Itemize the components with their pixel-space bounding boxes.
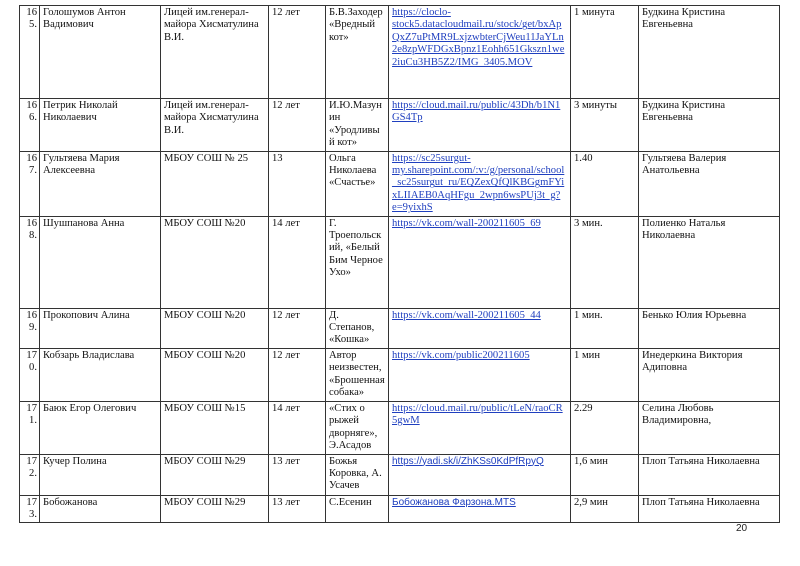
age: 12 лет xyxy=(269,99,326,152)
duration: 3 минуты xyxy=(571,99,639,152)
table-row xyxy=(20,495,780,523)
participant-name: Прокопович Алина xyxy=(40,308,161,348)
table-row xyxy=(20,99,780,152)
video-link[interactable]: Бобожанова Фарзона.MTS xyxy=(392,496,516,508)
duration: 1,6 мин xyxy=(571,454,639,495)
age: 14 лет xyxy=(269,216,326,308)
duration: 1 минута xyxy=(571,6,639,99)
school: Лицей им.генерал-майора Хисматулина В.И. xyxy=(161,99,269,152)
table-row xyxy=(20,454,780,495)
document-page xyxy=(19,5,780,523)
table-row xyxy=(20,216,780,308)
row-number: 165. xyxy=(20,6,40,99)
row-number: 173. xyxy=(20,495,40,523)
row-number: 167. xyxy=(20,151,40,216)
teacher: Бенько Юлия Юрьевна xyxy=(639,308,780,348)
participant-name: Баюк Егор Олегович xyxy=(40,401,161,454)
duration: 1 мин xyxy=(571,348,639,401)
participant-name: Шушпанова Анна xyxy=(40,216,161,308)
video-link-cell xyxy=(389,151,571,216)
work-title: Божья Коровка, А. Усачев xyxy=(326,454,389,495)
video-link[interactable]: https://cloclo-stock5.datacloudmail.ru/stock/get/bxApQxZ7uPtMR9LxjzwbterCjWeu11JaYLn2e8zpWFDGxBpnz1Eohh651Gkszn1we2iuCu3HB5Z2/IMG_3405.MOV xyxy=(392,7,565,68)
video-link-cell xyxy=(389,454,571,495)
age: 12 лет xyxy=(269,348,326,401)
participant-name: Голошумов Антон Вадимович xyxy=(40,6,161,99)
school: МБОУ СОШ №20 xyxy=(161,308,269,348)
row-number: 166. xyxy=(20,99,40,152)
participant-name: Кобзарь Владислава xyxy=(40,348,161,401)
table-row xyxy=(20,401,780,454)
school: МБОУ СОШ №20 xyxy=(161,216,269,308)
school: МБОУ СОШ №29 xyxy=(161,495,269,523)
teacher: Плоп Татьяна Николаевна xyxy=(639,454,780,495)
age: 13 xyxy=(269,151,326,216)
age: 14 лет xyxy=(269,401,326,454)
row-number: 171. xyxy=(20,401,40,454)
participants-table xyxy=(19,5,780,523)
video-link[interactable]: https://yadi.sk/i/ZhKSs0KdPfRpyQ xyxy=(392,455,544,467)
school: МБОУ СОШ №20 xyxy=(161,348,269,401)
participant-name: Бобожанова xyxy=(40,495,161,523)
work-title: Ольга Николаева «Счастье» xyxy=(326,151,389,216)
teacher: Гультяева Валерия Анатольевна xyxy=(639,151,780,216)
duration: 2,9 мин xyxy=(571,495,639,523)
age: 12 лет xyxy=(269,6,326,99)
school: МБОУ СОШ №29 xyxy=(161,454,269,495)
row-number: 168. xyxy=(20,216,40,308)
age: 13 лет xyxy=(269,495,326,523)
teacher: Плоп Татьяна Николаевна xyxy=(639,495,780,523)
table-row xyxy=(20,6,780,99)
work-title: Г. Троепольский, «Белый Бим Черное Ухо» xyxy=(326,216,389,308)
school: Лицей им.генерал-майора Хисматулина В.И. xyxy=(161,6,269,99)
video-link[interactable]: https://cloud.mail.ru/public/43Dh/b1N1GS4Tp xyxy=(392,100,561,124)
row-number: 170. xyxy=(20,348,40,401)
age: 12 лет xyxy=(269,308,326,348)
row-number: 169. xyxy=(20,308,40,348)
video-link[interactable]: https://vk.com/wall-200211605_69 xyxy=(392,217,541,229)
video-link-cell xyxy=(389,99,571,152)
video-link[interactable]: https://cloud.mail.ru/public/tLeN/raoCR5gwM xyxy=(392,402,563,427)
work-title: С.Есенин xyxy=(326,495,389,523)
table-row xyxy=(20,308,780,348)
table-row xyxy=(20,151,780,216)
teacher: Будкина Кристина Евгеньевна xyxy=(639,99,780,152)
work-title: И.Ю.Мазунин «Уродливый кот» xyxy=(326,99,389,152)
age: 13 лет xyxy=(269,454,326,495)
video-link[interactable]: https://vk.com/public200211605 xyxy=(392,349,530,361)
teacher: Будкина Кристина Евгеньевна xyxy=(639,6,780,99)
teacher: Селина Любовь Владимировна, xyxy=(639,401,780,454)
work-title: Автор неизвестен, «Брошенная собака» xyxy=(326,348,389,401)
row-number: 172. xyxy=(20,454,40,495)
participant-name: Кучер Полина xyxy=(40,454,161,495)
participant-name: Гультяева Мария Алексеевна xyxy=(40,151,161,216)
video-link-cell xyxy=(389,401,571,454)
duration: 1 мин. xyxy=(571,308,639,348)
work-title: Б.В.Заходер «Вредный кот» xyxy=(326,6,389,99)
work-title: «Стих о рыжей дворняге», Э.Асадов xyxy=(326,401,389,454)
teacher: Полиенко Наталья Николаевна xyxy=(639,216,780,308)
table-row xyxy=(20,348,780,401)
work-title: Д. Степанов, «Кошка» xyxy=(326,308,389,348)
video-link[interactable]: https://vk.com/wall-200211605_44 xyxy=(392,309,541,321)
school: МБОУ СОШ № 25 xyxy=(161,151,269,216)
video-link-cell xyxy=(389,216,571,308)
teacher: Инедеркина Виктория Адиповна xyxy=(639,348,780,401)
video-link-cell xyxy=(389,308,571,348)
duration: 3 мин. xyxy=(571,216,639,308)
duration: 2.29 xyxy=(571,401,639,454)
duration: 1.40 xyxy=(571,151,639,216)
school: МБОУ СОШ №15 xyxy=(161,401,269,454)
video-link[interactable]: https://sc25surgut-my.sharepoint.com/:v:/g/personal/school_sc25surgut_ru/EQZexQfQlKBGgmFYixLIIAEB0AqHFgu_2wpn6wsPUj3t_g?e=9yixhS xyxy=(392,152,565,214)
video-link-cell xyxy=(389,348,571,401)
participant-name: Петрик Николай Николаевич xyxy=(40,99,161,152)
video-link-cell xyxy=(389,495,571,523)
video-link-cell xyxy=(389,6,571,99)
page-number: 20 xyxy=(736,523,748,534)
